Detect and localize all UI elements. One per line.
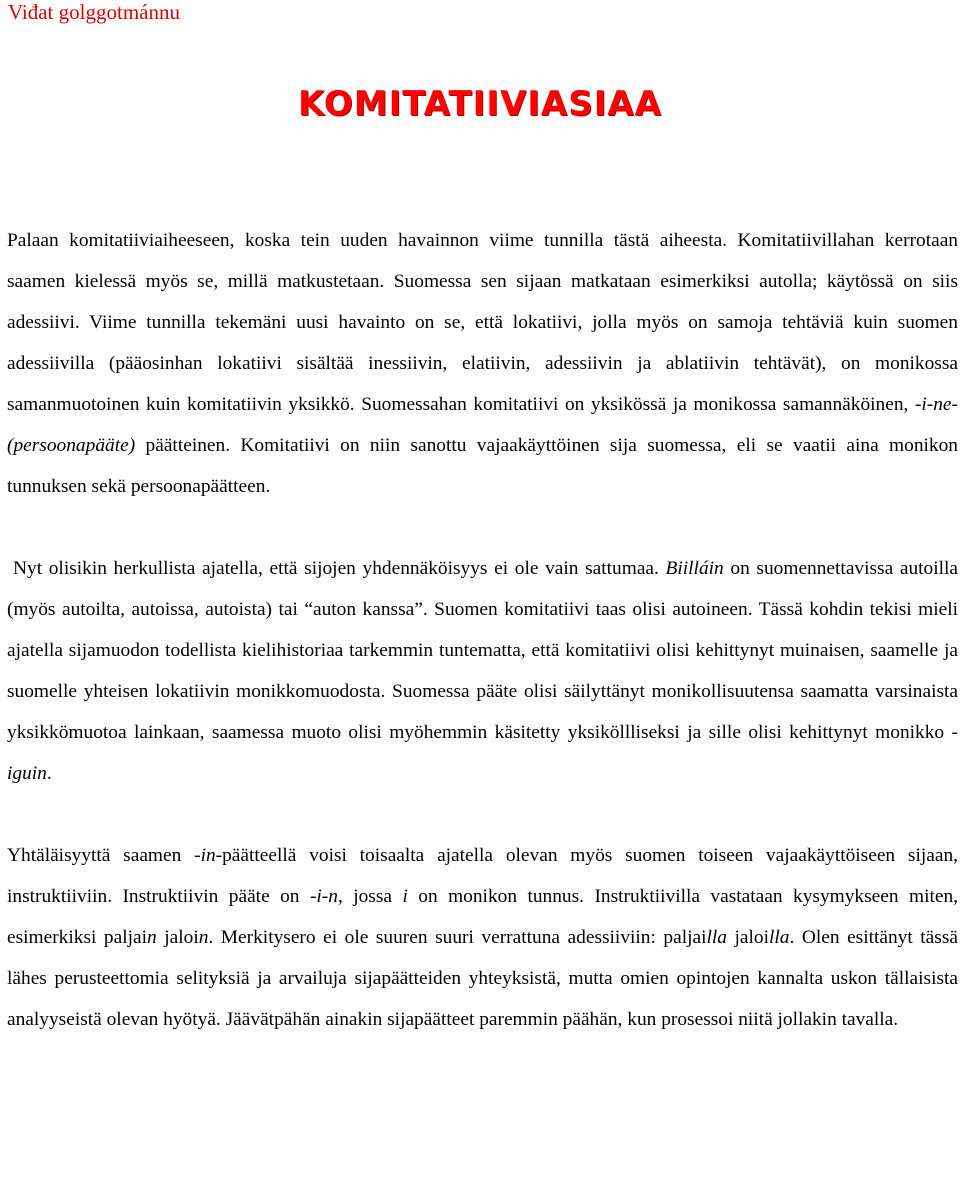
italic-text: lla: [768, 927, 790, 948]
text-run: .: [46, 763, 52, 784]
text-run: . Merkitysero ei ole suuren suuri verrattuna adessiiviin: paljai: [208, 927, 707, 948]
italic-text: -i-ne-(persoonapääte): [7, 394, 958, 456]
italic-text: i: [402, 886, 408, 907]
text-run: . Olen esittänyt tässä lähes perusteettomia selityksiä ja arvailuja sijapäätteiden yhteyksistä, mutta omien opintojen kannalta uskon tällaisista analyyseistä olevan hyötyä. Jäävätpähän ainakin sijapäätteet paremmin päähän, kun prosessoi niitä jollakin tavalla.: [7, 927, 958, 1030]
italic-text: Biilláin: [665, 558, 724, 579]
text-run: jaloi: [726, 927, 769, 948]
italic-text: -in: [194, 845, 216, 866]
italic-text: n: [147, 927, 157, 948]
post-title: KOMITATIIVIASIAA: [298, 84, 662, 124]
header-back-link[interactable]: Viđat golggotmánnu: [8, 0, 180, 24]
text-run: Nyt olisikin herkullista ajatella, että sijojen yhdennäköisyys ei ole vain sattumaa.: [13, 558, 666, 579]
post-body: [7, 220, 958, 1040]
text-run: , jossa: [337, 886, 403, 907]
italic-text: n: [198, 927, 209, 948]
text-run: on monikon tunnus. Instruktiivilla vastataan kysymykseen miten, esimerkiksi paljai: [7, 886, 958, 948]
text-run: päätteinen. Komitatiivi on niin sanottu vajaakäyttöinen sija suomessa, eli se vaatii aina monikon tunnuksen sekä persoonapäätteen.: [7, 435, 958, 497]
text-run: Yhtäläisyyttä saamen: [7, 845, 195, 866]
italic-text: -iguin: [7, 722, 958, 784]
text-run: Palaan komitatiiviaiheeseen, koska tein uuden havainnon viime tunnilla tästä aiheesta. Komitatiivillahan kerrotaan saamen kielessä myös se, millä matkustetaan. Suomessa sen sijaan matkataan esimerkiksi autolla; käytössä on siis adessiivi. Viime tunnilla tekemäni uusi havainto on se, että lokatiivi, jolla myös on samoja tehtäviä kuin suomen adessiivilla (pääosinhan lokatiivi sisältää inessiivin, elatiivin, adessiivin ja ablatiivin tehtävät), on monikossa samanmuotoinen kuin komitatiivin yksikkö. Suomessahan komitatiivi on yksikössä ja monikossa samannäköinen,: [7, 230, 958, 415]
paragraph: [7, 548, 958, 794]
italic-text: -i-n: [309, 886, 338, 907]
text-run: on suomennettavissa autoilla (myös autoilta, autoissa, autoista) tai “auton kanssa”. Suomen komitatiivi taas olisi autoineen. Tässä kohdin tekisi mieli ajatella sijamuodon todellista kielihistoriaa tarkemmin tuntematta, että komitatiivi olisi kehittynyt muinaisen, saamelle ja suomelle yhteisen lokatiivin monikkomuodosta. Suomessa pääte olisi säilyttänyt monikollisuutensa saamatta varsinaista yksikkömuotoa lainkaan, saamessa muoto olisi myöhemmin käsitetty yksiköllliseksi ja sille olisi kehittynyt monikko: [7, 558, 959, 743]
text-run: jaloi: [156, 927, 199, 948]
text-run: -päätteellä voisi toisaalta ajatella olevan myös suomen toiseen vajaakäyttöiseen sijaan, instruktiiviin. Instruktiivin pääte on: [7, 845, 958, 907]
paragraph: [7, 220, 958, 507]
italic-text: lla: [706, 927, 727, 948]
paragraph: [7, 835, 958, 1040]
